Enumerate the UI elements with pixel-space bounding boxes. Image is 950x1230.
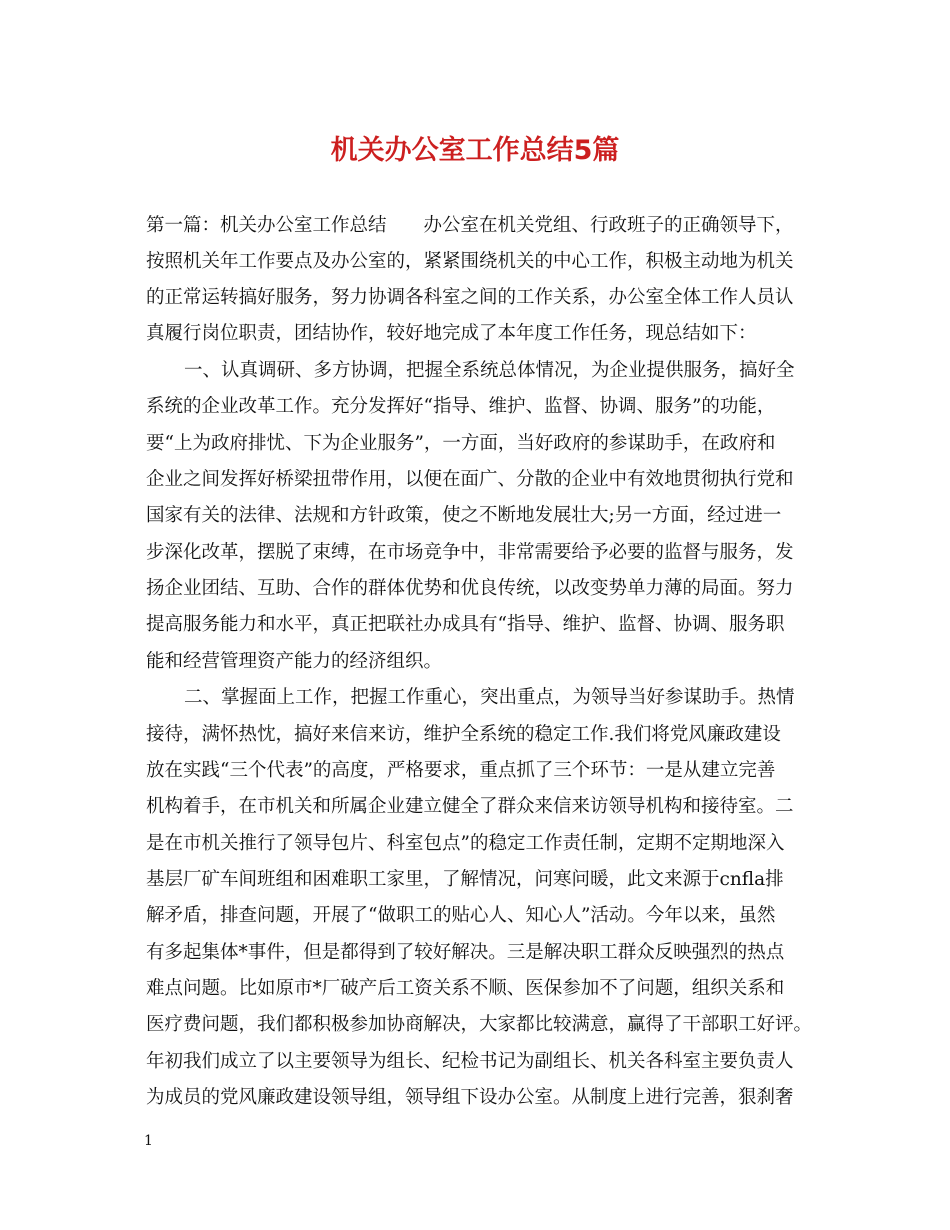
body-line: 第一篇：机关办公室工作总结 办公室在机关党组、行政班子的正确领导下，	[146, 215, 794, 236]
body-line: 真履行岗位职责，团结协作，较好地完成了本年度工作任务，现总结如下：	[146, 323, 757, 344]
document-title: 机关办公室工作总结5篇	[330, 135, 620, 166]
body-line: 医疗费问题，我们都积极参加协商解决，大家都比较满意，赢得了干部职工好评。	[146, 1014, 813, 1035]
body-line: 国家有关的法律、法规和方针政策，使之不断地发展壮大;另一方面，经过进一	[146, 505, 782, 526]
body-line: 系统的企业改革工作。充分发挥好“指导、维护、监督、协调、服务”的功能，	[146, 396, 776, 417]
body-line: 是在市机关推行了领导包片、科室包点”的稳定工作责任制，定期不定期地深入	[146, 833, 785, 854]
body-line: 有多起集体*事件，但是都得到了较好解决。三是解决职工群众反映强烈的热点	[146, 942, 785, 963]
body-line: 一、认真调研、多方协调，把握全系统总体情况，为企业提供服务，搞好全	[184, 360, 795, 381]
body-line: 步深化改革，摆脱了束缚，在市场竞争中，非常需要给予必要的监督与服务，发	[146, 542, 794, 563]
body-line: 能和经营管理资产能力的经济组织。	[146, 651, 443, 672]
body-line: 按照机关年工作要点及办公室的，紧紧围绕机关的中心工作，积极主动地为机关	[146, 251, 794, 272]
body-line: 二、掌握面上工作，把握工作重心，突出重点，为领导当好参谋助手。热情	[184, 687, 795, 708]
body-line: 难点问题。比如原市*厂破产后工资关系不顺、医保参加不了问题，组织关系和	[146, 978, 785, 999]
body-line: 企业之间发挥好桥梁扭带作用，以便在面广、分散的企业中有效地贯彻执行党和	[146, 469, 794, 490]
body-line: 提高服务能力和水平，真正把联社办成具有“指导、维护、监督、协调、服务职	[146, 614, 785, 635]
body-line: 扬企业团结、互助、合作的群体优势和优良传统，以改变势单力薄的局面。努力	[146, 578, 794, 599]
page-number: 1	[144, 1133, 153, 1149]
body-line: 为成员的党风廉政建设领导组，领导组下设办公室。从制度上进行完善，狠刹奢	[146, 1087, 794, 1108]
body-line: 基层厂矿车间班组和困难职工家里，了解情况，问寒问暖，此文来源于cnfla排	[146, 869, 784, 890]
body-line: 年初我们成立了以主要领导为组长、纪检书记为副组长、机关各科室主要负责人	[146, 1051, 794, 1072]
body-line: 要“上为政府排忧、下为企业服务”，一方面，当好政府的参谋助手，在政府和	[146, 433, 776, 454]
body-line: 的正常运转搞好服务，努力协调各科室之间的工作关系，办公室全体工作人员认	[146, 287, 794, 308]
body-line: 机构着手，在市机关和所属企业建立健全了群众来信来访领导机构和接待室。二	[146, 796, 794, 817]
body-line: 解矛盾，排查问题，开展了“做职工的贴心人、知心人”活动。今年以来，虽然	[146, 905, 776, 926]
body-line: 接待，满怀热忱，搞好来信来访，维护全系统的稳定工作.我们将党风廉政建设	[146, 724, 781, 745]
body-line: 放在实践“三个代表”的高度，严格要求，重点抓了三个环节：一是从建立完善	[146, 760, 776, 781]
